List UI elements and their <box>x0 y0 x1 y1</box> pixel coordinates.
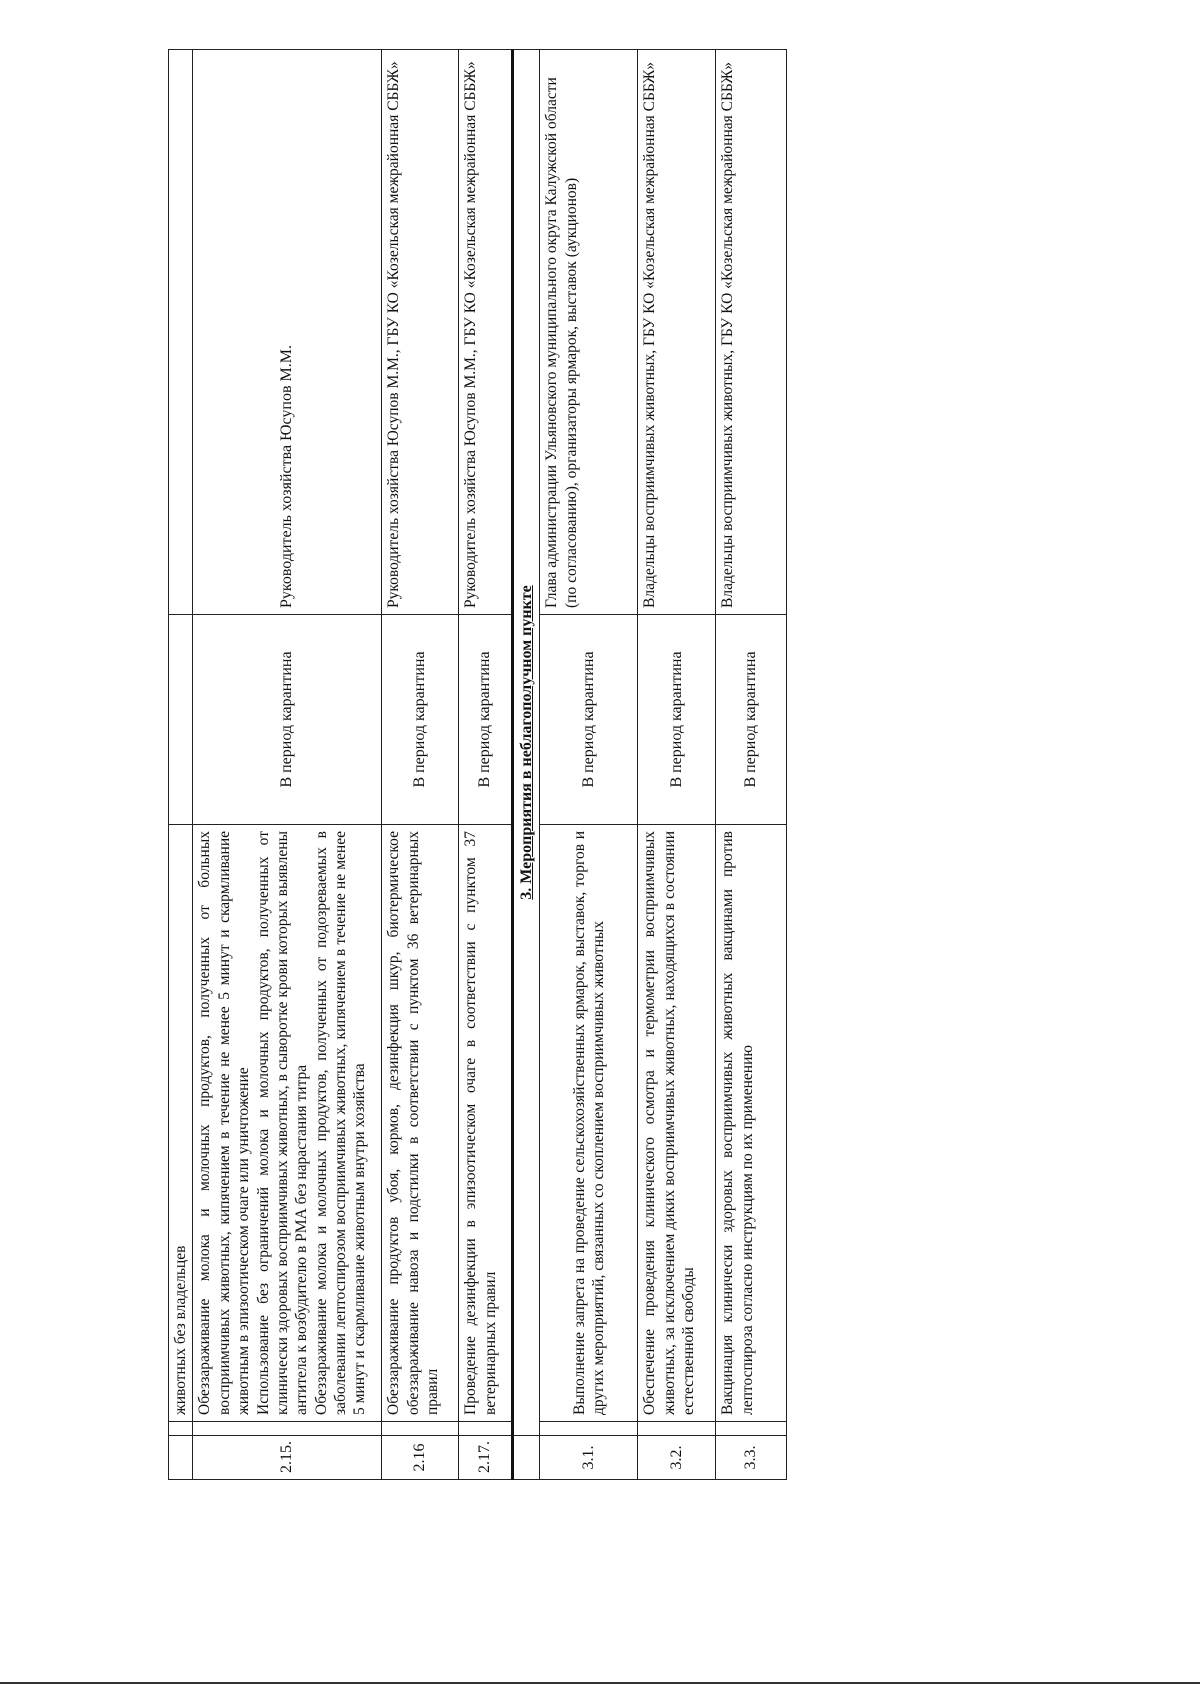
period-cell: В период карантина <box>193 615 382 825</box>
table-row <box>169 50 193 1480</box>
row-number-cell: 3.1. <box>540 1436 638 1480</box>
measure-cell: Обеспечение проведения клинического осмотра и термометрии восприимчивых животных, за исключением диких восприимчивых животных, находящихся в состоянии естественной свободы <box>638 825 716 1422</box>
period-cell: В период карантина <box>459 615 513 825</box>
measure-cell: Проведение дезинфекции в эпизоотическом очаге в соответствии с пунктом 37 ветеринарных правил <box>459 825 513 1422</box>
measure-paragraph: Обеззараживание молока и молочных продуктов, полученных от больных восприимчивых животных, кипячением в течение не менее 5 минут и скармливание животным в эпизоотическом очаге или уничтожение <box>196 831 253 1415</box>
spacer-cell <box>638 1422 716 1436</box>
period-cell <box>169 615 193 825</box>
responsible-cell: Руководитель хозяйства Юсупов М.М., ГБУ КО «Козельская межрайонная СББЖ» <box>382 50 459 615</box>
row-number-cell: 2.17. <box>459 1436 513 1480</box>
row-number-cell: 3.2. <box>638 1436 716 1480</box>
table-row <box>382 50 459 1480</box>
scan-edge-divider <box>0 1682 1200 1684</box>
rotated-table-container <box>168 50 784 1480</box>
measure-cell: Выполнение запрета на проведение сельскохозяйственных ярмарок, выставок, торгов и других мероприятий, связанных со скоплением восприимчивых животных <box>540 825 638 1422</box>
table-row <box>716 50 787 1480</box>
row-number-cell: 2.15. <box>193 1436 382 1480</box>
spacer-cell <box>382 1422 459 1436</box>
spacer-cell <box>193 1422 382 1436</box>
responsible-cell: Руководитель хозяйства Юсупов М.М. <box>193 50 382 615</box>
row-number-cell: 3.3. <box>716 1436 787 1480</box>
measure-cell: Обеззараживание продуктов убоя, кормов, дезинфекция шкур, биотермическое обеззараживание навоза и подстилки в соответствии с пунктом 36 ветеринарных правил <box>382 825 459 1422</box>
period-cell: В период карантина <box>638 615 716 825</box>
responsible-cell <box>169 50 193 615</box>
spacer-cell <box>716 1422 787 1436</box>
period-cell: В период карантина <box>540 615 638 825</box>
responsible-cell: Руководитель хозяйства Юсупов М.М., ГБУ КО «Козельская межрайонная СББЖ» <box>459 50 513 615</box>
spacer-cell <box>540 1422 638 1436</box>
measure-cell <box>193 825 382 1422</box>
section-title-text: 3. Мероприятия в неблагополучном пункте <box>518 585 536 900</box>
period-cell: В период карантина <box>382 615 459 825</box>
measure-cell: Вакцинация клинически здоровых восприимчивых животных вакцинами против лептоспироза согласно инструкциям по их применению <box>716 825 787 1422</box>
measure-paragraph: Использование без ограничений молока и молочных продуктов, полученных от клинически здоровых восприимчивых животных, в сыворотке крови которых выявлены антитела к возбудителю в РМА без нарастания титра <box>254 831 311 1415</box>
table-row <box>459 50 513 1480</box>
section-heading-row <box>513 50 540 1480</box>
spacer-cell <box>459 1422 513 1436</box>
table-row <box>540 50 638 1480</box>
period-cell: В период карантина <box>716 615 787 825</box>
section-title <box>513 50 540 1436</box>
measure-cell: животных без владельцев <box>169 825 193 1422</box>
responsible-cell: Глава администрации Ульяновского муниципального округа Калужской области (по согласованию), организаторы ярмарок, выставок (аукционов) <box>540 50 638 615</box>
responsible-cell: Владельцы восприимчивых животных, ГБУ КО «Козельская межрайонная СББЖ» <box>716 50 787 615</box>
table-row <box>193 50 382 1480</box>
table-row <box>638 50 716 1480</box>
row-number-cell: 2.16 <box>382 1436 459 1480</box>
row-number-cell <box>513 1436 540 1480</box>
spacer-cell <box>169 1422 193 1436</box>
row-number-cell <box>169 1436 193 1480</box>
measures-table <box>168 49 787 1480</box>
responsible-cell: Владельцы восприимчивых животных, ГБУ КО «Козельская межрайонная СББЖ» <box>638 50 716 615</box>
measure-paragraph: Обеззараживание молока и молочных продуктов, полученных от подозреваемых в заболевании лептоспирозом восприимчивых животных, кипячением в течение не менее 5 минут и скармливание животным внутри хозяйства <box>312 831 369 1415</box>
